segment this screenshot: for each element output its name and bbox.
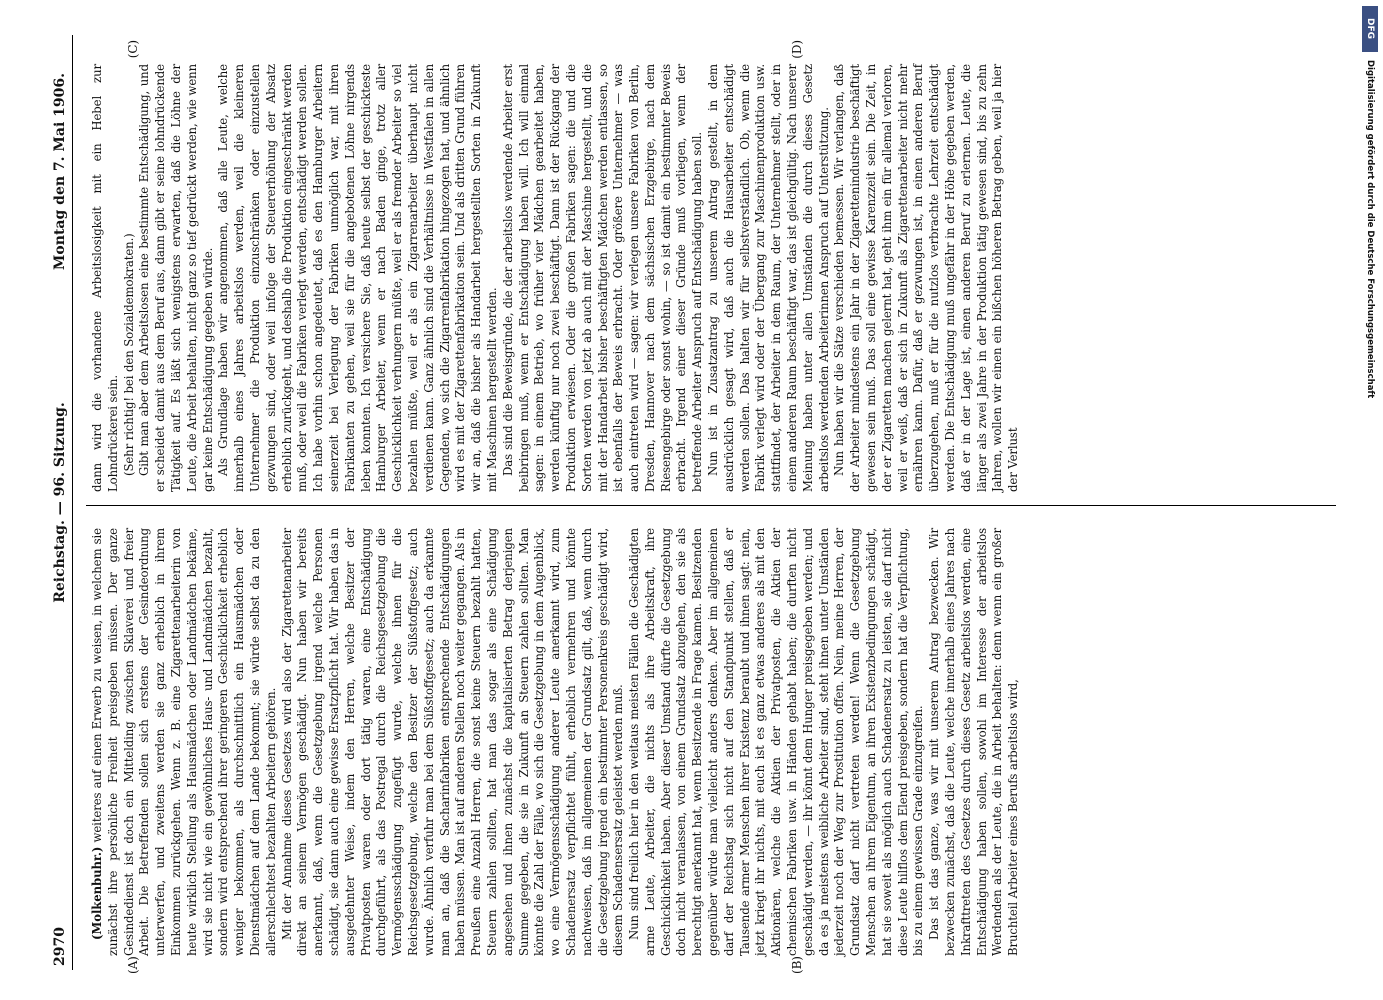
speaker-name: (Molkenbuhr.) xyxy=(90,846,104,940)
column-divider xyxy=(86,505,1336,506)
paragraph xyxy=(706,64,832,492)
paragraph-text: Nun ist in Zusatzantrag zu unserem Antrag gestellt, in dem ausdrücklich gesagt wird, daß auch die Hausarbeiter entschädigt werden sollen. Das halten wir für selbstverständlich. Ob, wenn die Fabrik verlegt wird oder der Übergang zur Maschinenproduktion usw. stattfindet, der Arbeiter in dem Raum, der Unternehmer stellt, oder in einem anderen Raum beschäftigt war, das ist gleichgültig. Nach unserer Meinung haben unter allen Umständen die durch dieses Gesetz arbeitslos werdenden Arbeiterinnen Anspruch auf Unterstützung. xyxy=(706,64,831,492)
right-column xyxy=(90,40,1330,492)
margin-marker-a: (A) xyxy=(126,956,140,974)
paragraph-text: Mit der Annahme dieses Gesetzes wird also der Zigarettenarbeiter direkt an seinem Vermögen geschädigt. Nun haben wir bereits anerkannt, daß, wenn die Gesetzgebung irgend welche Personen schädigt, sie dann auch eine gewisse Ersatzpflicht hat. Wir haben das in ausgedehnter Weise, indem den Herren, welche Besitzer der Privatposten waren oder dort tätig waren, eine Entschädigung durchgeführt, als das Postregal durch die Reichsgesetzgebung die Vermögensschädigung zugefügt wurde, welche ihnen für die Reichsgesetzgebung, welche den Besitzer der Süßstoffgesetz; auch wurde. Ähnlich verfuhr man bei dem Süßstoffgesetz; auch da erkannte man an, daß die Sacharinfabriken entsprechende Entschädigungen haben müssen. Man ist auf anderen Stellen noch weiter gegangen. Als in Preußen eine Anzahl Herren, die sonst keine Steuern bezahlt hatten, Steuern zahlen sollten, hat man das sogar als eine Schädigung angesehen und ihnen zunächst die kapitalisierten Betrag derjenigen Summe gegeben, die sie in Zukunft an Steuern zahlen sollten. Man könnte die Zahl der Fälle, wo sich die Gesetzgebung in dem Augenblick, wo eine Vermögensschädigung anderer Leute anerkannt wird, zum Schadenersatz verpflichtet fühlt, erheblich vermehren und könnte nachweisen, daß im allgemeinen der Grundsatz gilt, daß, wenn durch die Gesetzgebung irgend ein bestimmter Personenkreis geschädigt wird, diesem Schadensersatz geleistet werden muß. xyxy=(279,528,626,956)
paragraph-text: dann wird die vorhandene Arbeitslosigkeit mit ein Hebel zur Lohndrückerei sein. xyxy=(90,64,120,492)
paragraph xyxy=(216,64,500,492)
paragraph xyxy=(927,528,1022,956)
margin-marker-c: (C) xyxy=(126,40,140,59)
rotated-page xyxy=(50,35,1355,974)
page-number: 2970 xyxy=(52,927,68,966)
digitization-note: Digitalisierung gefördert durch die Deutsche Forschungsgemeinschaft xyxy=(1365,60,1375,399)
session-date: Montag den 7. Mai 1906. xyxy=(52,73,68,271)
paragraph-text: Gibt man aber dem Arbeitslosen eine bestimmte Entschädigung, und er scheidet damit aus dem Beruf aus, dann gibt er seine lohndrückende Tätigkeit auf. Es läßt sich wenigstens erwarten, daß die Löhne der Leute, die Arbeit behalten, nicht ganz so tief gedrückt werden, wie wenn gar keine Entschädigung gegeben würde. xyxy=(137,64,215,492)
paragraph-text: weiteres auf einen Erwerb zu weisen, in welchem sie zunächst ihre persönliche Freiheit preisgeben müssen. Der ganze Gesindedienst ist doch ein Mittelding zwischen Sklaverei und freier Arbeit. Die Betreffenden sollen sich erstens der Gesindeordnung unterwerfen, und zweitens werden sie ganz erheblich in ihrem Einkommen zurückgehen. Wenn z. B. eine Zigarettenarbeiterin von heute wirklich Stellung als Hausmädchen oder Landmädchen bekäme, wird sie nicht wie ein gewöhnliches Haus- und Landmädchen bezahlt, sondern wird entsprechend ihrer geringeren Geschicklichkeit erheblich weniger bekommen, als durchschnittlich ein Hausmädchen oder Dienstmädchen auf dem Lande bekommt; sie würde selbst da zu den allerschlechtest bezahlten Arbeitern gehören. xyxy=(90,528,278,956)
dfg-logo: DFG xyxy=(1362,6,1378,52)
paragraph-text: (Sehr richtig! bei den Sozialdemokraten.) xyxy=(121,233,136,476)
paragraph-text: Nun haben wir die Sätze verschieden bemessen. Wir verlangen, daß der Arbeiter mindestens ein Jahr in der Zigarettenindustrie beschäftigt gewesen sein muß. Das soll eine gewisse Karenzzeit sein. Die Zeit, in der er Zigaretten machen gelernt hat, geht ihm ein für allemal verloren, weil er weiß, daß er sich in Zukunft als Zigarettenarbeiter nicht mehr ernähren kann. Dafür, daß er gezwungen ist, in einen anderen Beruf überzugehen, muß er für die nutzlos verbrachte Lehrzeit entschädigt werden. Die Entschädigung muß ungefähr in der Höhe gegeben werden, daß er in der Lage ist, einen anderen Beruf zu erlernen. Leute, die länger als zwei Jahre in der Produktion tätig gewesen sind, bis zu zehn Jahren, wollen wir einen ein bißchen höheren Betrag geben, weil ja hier der Verlust xyxy=(832,64,1021,492)
paragraph xyxy=(137,64,216,492)
paragraph-text: Das sind die Beweisgründe, die der arbeitslos werdende Arbeiter erst beibringen muß, wenn er Entschädigung haben will. Ich will einmal sagen: in einem Betrieb, wo früher vier Mädchen gearbeitet haben, werden künftig nur noch zwei beschäftigt. Dann ist der Rückgang der Produktion erwiesen. Oder die großen Fabriken sagen: die und die Sorten werden von jetzt ab auch mit der Maschine hergestellt, und die mit der Handarbeit bisher beschäftigten Mädchen werden entlassen, so ist ebenfalls der Beweis erbracht. Oder größere Unternehmer — was auch eintreten wird — sagen: wir verlegen unsere Fabriken von Berlin, Dresden, Hannover nach dem sächsischen Erzgebirge, nach dem Riesengebirge oder sonst wohin, — so ist damit ein bestimmter Beweis erbracht. Irgend einer dieser Gründe muß vorliegen, wenn der betreffende Arbeiter Anspruch auf Entschädigung haben soll. xyxy=(500,64,705,492)
margin-marker-b: (B) xyxy=(790,956,804,974)
paragraph-text: Das ist das ganze, was wir mit unserem Antrag bezwecken. Wir bezwecken zunächst, daß die Leute, welche innerhalb eines Jahres nach Inkrafttreten des Gesetzes durch dieses Gesetz arbeitslos werden, eine Entschädigung haben sollen, sowohl im Interesse der arbeitslos Werdenden als der Leute, die in Arbeit behalten: denn wenn ein großer Bruchteil Arbeiter eines Berufs arbeitslos wird, xyxy=(927,528,1021,956)
left-column xyxy=(90,528,1330,974)
paragraph xyxy=(280,528,628,956)
paragraph xyxy=(627,528,927,956)
paragraph xyxy=(122,64,138,492)
paragraph xyxy=(501,64,706,492)
paragraph-text: Als Grundlage haben wir angenommen, daß alle Leute, welche innerhalb eines Jahres arbeitslos werden, weil die kleineren Unternehmer die Produktion einzuschränken oder einzustellen gezwungen sind, oder weil infolge der Steuererhöhung der Absatz erheblich zurückgeht, und deshalb die Produktion eingeschränkt werden muß, oder weil die Fabriken verlegt werden, entschädigt werden sollen. Ich habe vorhin schon angedeutet, daß es den Hamburger Arbeitern seinerzeit bei Verlegung der Fabriken unmöglich war, mit ihren Fabrikanten zu gehen, weil sie für die angebotenen Löhne nirgends leben konnten. Ich versichere Sie, daß heute selbst der geschickteste Hamburger Arbeiter, wenn er nach Baden ginge, trotz aller Geschicklichkeit verhungern müßte, weil er als fremder Arbeiter so viel bezahlen müßte, weil er als ein Zigarrenarbeiter überhaupt nicht verdienen kann. Ganz ähnlich sind die Verhältnisse in Westfalen in allen Gegenden, wo sich die Zigarrenfabrikation hingezogen hat, und ähnlich wird es mit der Zigarettenfabrikation sein. Und als dritten Grund führen wir an, daß die bisher als Handarbeit hergestellten Sorten in Zukunft mit Maschinen hergestellt werden. xyxy=(216,64,499,492)
paragraph-text: Nun sind freilich hier in den weitaus meisten Fällen die Geschädigten arme Leute, Arbeiter, die nichts als ihre Arbeitskraft, ihre Geschicklichkeit haben. Aber dieser Umstand dürfte die Gesetzgebung doch nicht veranlassen, von einem Grundsatz abzugehen, den sie als berechtigt anerkannt hat, wenn Besitzende in Frage kamen. Besitzenden gegenüber würde man vielleicht anders denken. Aber im allgemeinen darf der Reichstag sich nicht auf den Standpunkt stellen, daß er Tausende armer Menschen ihrer Existenz beraubt und ihnen sagt: nein, jetzt kriegt ihr nichts, mit euch ist es ganz etwas anderes als mit den Aktionären, welche die Aktien der Privatposten, die Aktien der chemischen Fabriken usw. in Händen gehabt haben; die durften nicht geschädigt werden, — ihr könnt dem Hunger preisgegeben werden; und da es ja meistens weibliche Arbeiter sind, steht ihnen unter Umständen jederzeit noch der Weg zur Prostitution offen. Nein, meine Herren, der Grundsatz darf nicht vertreten werden! Wenn die Gesetzgebung Menschen an ihrem Eigentum, an ihren Existenzbedingungen schädigt, hat sie soweit als möglich auch Schadenersatz zu leisten, sie darf nicht diese Leute hilflos dem Elend preisgeben, sondern hat die Verpflichtung, bis zu einem gewissen Grade einzugreifen. xyxy=(627,528,926,956)
paragraph xyxy=(832,64,1022,492)
margin-marker-d: (D) xyxy=(790,40,804,59)
digitization-strip xyxy=(1362,6,1378,996)
page-header xyxy=(50,35,73,970)
session-title: Reichstag. — 96. Sitzung. xyxy=(52,402,68,603)
paragraph xyxy=(90,64,122,492)
paragraph xyxy=(90,528,280,956)
